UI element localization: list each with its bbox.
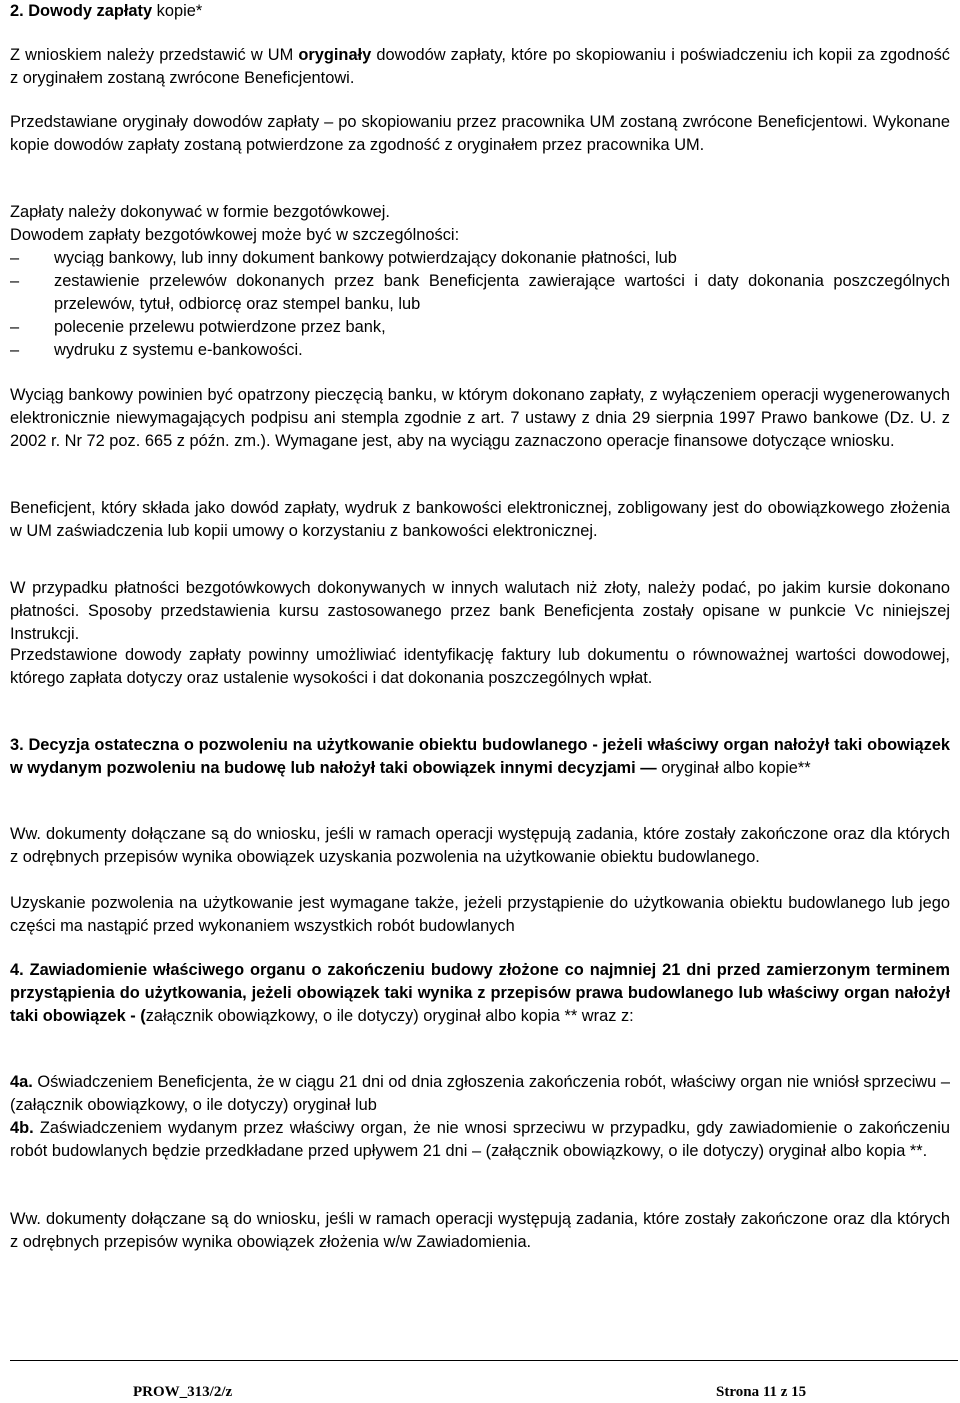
list-item: [10, 316, 950, 339]
text-run: dowodów zapłaty, które po skopiowaniu i poświadczeniu ich kopii za zgodność z oryginałem zostaną zwrócone Beneficjentowi.: [10, 46, 950, 87]
section-2-paragraph-5: Beneficjent, który składa jako dowód zapłaty, wydruk z bankowości elektronicznej, zobligowany jest do obowiązkowego złożenia w UM zaświadczenia lub kopii umowy o korzystaniu z bankowości elektronicznej.: [10, 499, 950, 540]
section-4-title: 4. Zawiadomienie właściwego organu o zakończeniu budowy złożone co najmniej 21 dni przed zamierzonym terminem przystąpienia do użytkowania, jeżeli obowiązek taki wynika z przepisów prawa budowlanego lub właściwy organ nałożył taki obowiązek - (: [10, 961, 950, 1025]
list-item-text: wydruku z systemu e-bankowości.: [54, 341, 303, 359]
section-2-paragraph-1: [10, 44, 950, 90]
section-2-paragraph-7: Przedstawione dowody zapłaty powinny umożliwiać identyfikację faktury lub dokumentu o równoważnej wartości dowodowej, którego zapłata dotyczy oraz ustalenie wysokości i dat dokonania poszczególnych wpłat.: [10, 646, 950, 687]
item-4a-text: Oświadczeniem Beneficjenta, że w ciągu 21 dni od dnia zgłoszenia zakończenia robót, właściwy organ nie wniósł sprzeciwu – (załącznik obowiązkowy, o ile dotyczy) oryginał lub: [10, 1073, 950, 1114]
footer-page-number: Strona 11 z 15: [716, 1384, 807, 1400]
list-item-text: zestawienie przelewów dokonanych przez bank Beneficjenta zawierające wartości i daty dokonania poszczególnych przelewów, tytuł, odbiorcę oraz stempel banku, lub: [54, 272, 950, 313]
section-3-heading: [10, 734, 950, 780]
dash-bullet: –: [10, 249, 20, 267]
section-2-paragraph-2: Przedstawiane oryginały dowodów zapłaty – po skopiowaniu przez pracownika UM zostaną zwrócone Beneficjentowi. Wykonane kopie dowodów zapłaty zostaną potwierdzone za zgodność z oryginałem przez pracownika UM.: [10, 113, 950, 154]
list-item-text: polecenie przelewu potwierdzone przez bank,: [54, 318, 386, 336]
item-4b-label: 4b.: [10, 1119, 34, 1137]
dash-bullet: –: [10, 272, 20, 290]
section-2-paragraph-4: Wyciąg bankowy powinien być opatrzony pieczęcią banku, w którym dokonano zapłaty, z wyłączeniem operacji wygenerowanych elektronicznie niewymagających podpisu ani stempla zgodnie z art. 7 ustawy z dnia 29 sierpnia 1997 Prawo bankowe (Dz. U. z 2002 r. Nr 72 poz. 665 z późn. zm.). Wymagane jest, aby na wyciągu zaznaczono operacje finansowe dotyczące wniosku.: [10, 386, 950, 450]
list-item-text: wyciąg bankowy, lub inny dokument bankowy potwierdzający dokonanie płatności, lub: [54, 249, 677, 267]
section-4b: [10, 1117, 950, 1163]
dash-bullet: –: [10, 318, 20, 336]
list-item: [10, 247, 950, 270]
section-2-title: 2. Dowody zapłaty: [10, 2, 153, 20]
section-4-paragraph-1: Ww. dokumenty dołączane są do wniosku, jeśli w ramach operacji występują zadania, które zostały zakończone oraz dla których z odrębnych przepisów wynika obowiązek złożenia w/w Zawiadomienia.: [10, 1210, 950, 1251]
section-4-heading: [10, 959, 950, 1028]
section-3-paragraph-2: Uzyskanie pozwolenia na użytkowanie jest wymagane także, jeżeli przystąpienie do użytkowania obiektu budowlanego lub jego części ma nastąpić przed wykonaniem wszystkich robót budowlanych: [10, 894, 950, 935]
section-3-title: 3. Decyzja ostateczna o pozwoleniu na użytkowanie obiektu budowlanego - jeżeli właściwy organ nałożył taki obowiązek w wydanym pozwoleniu na budowę lub nałożył taki obowiązek innymi decyzjami —: [10, 736, 950, 777]
section-3-paragraph-1: Ww. dokumenty dołączane są do wniosku, jeśli w ramach operacji występują zadania, które zostały zakończone oraz dla których z odrębnych przepisów wynika obowiązek uzyskania pozwolenia na użytkowanie obiektu budowlanego.: [10, 825, 950, 866]
section-3-title-note: oryginał albo kopie**: [661, 759, 811, 777]
section-2-paragraph-6: W przypadku płatności bezgotówkowych dokonywanych w innych walutach niż złoty, należy podać, po jakim kursie dokonano płatności. Sposoby przedstawienia kursu zastosowanego przez bank Beneficjenta zostały opisane w punkcie Vc niniejszej Instrukcji.: [10, 579, 950, 643]
section-2-title-note: kopie*: [152, 2, 203, 20]
dash-bullet: –: [10, 341, 20, 359]
section-4a: [10, 1071, 950, 1117]
payment-proof-list: [10, 247, 950, 362]
list-item: [10, 339, 950, 362]
footer-doc-code: PROW_313/2/z: [133, 1384, 233, 1400]
item-4b-text: Zaświadczeniem wydanym przez właściwy organ, że nie wnosi sprzeciwu w przypadku, gdy zawiadomienie o zakończeniu robót budowlanych będzie przedkładane przed upływem 21 dni – (załącznik obowiązkowy, o ile dotyczy) oryginał albo kopia **.: [10, 1119, 950, 1160]
section-4-title-note: załącznik obowiązkowy, o ile dotyczy) oryginał albo kopia ** wraz z:: [145, 1007, 634, 1025]
text-run: Z wnioskiem należy przedstawić w UM: [10, 46, 299, 64]
section-2-paragraph-3-line-1: Zapłaty należy dokonywać w formie bezgotówkowej.: [10, 203, 390, 221]
section-2-heading: [10, 0, 950, 23]
emphasis-originals: oryginały: [298, 46, 372, 64]
section-2-paragraph-3-line-2: Dowodem zapłaty bezgotówkowej może być w szczególności:: [10, 226, 460, 244]
item-4a-label: 4a.: [10, 1073, 33, 1091]
footer-divider: [10, 1360, 958, 1361]
list-item: [10, 270, 950, 316]
